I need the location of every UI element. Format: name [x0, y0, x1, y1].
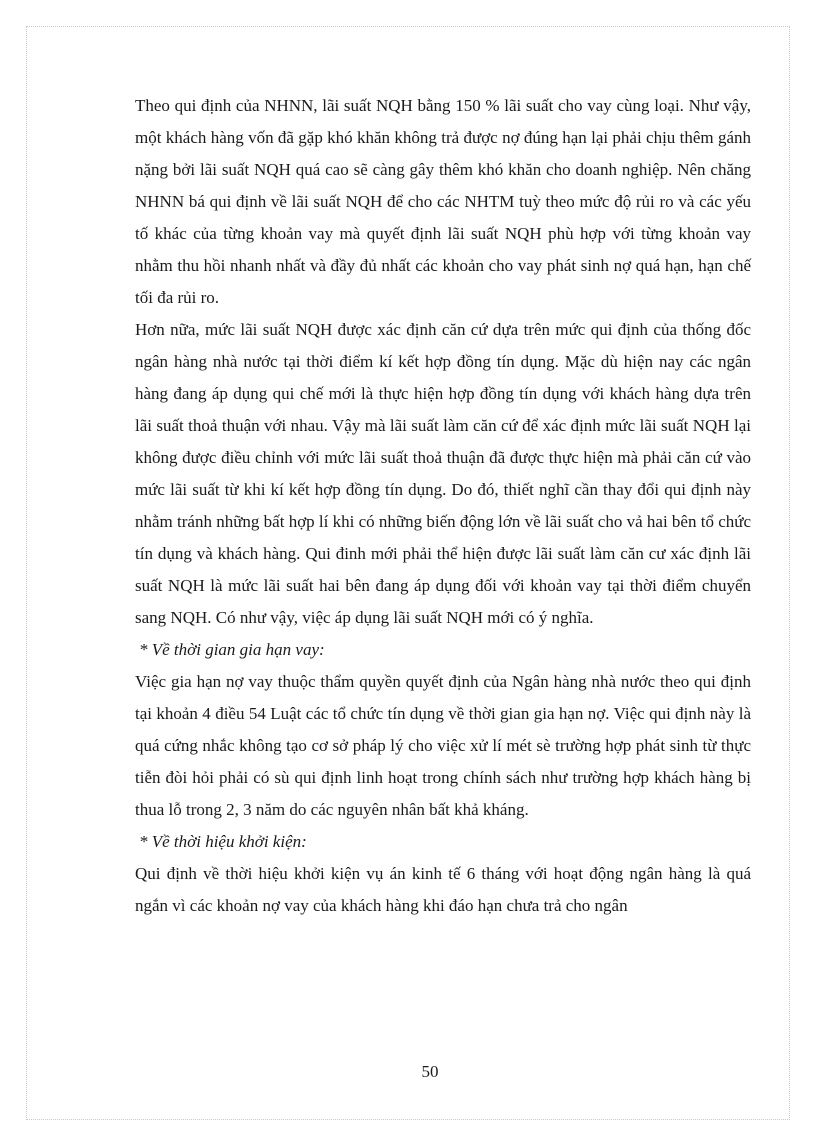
document-body: [135, 90, 751, 922]
section-heading-extension-period: * Về thời gian gia hạn vay:: [139, 640, 325, 659]
paragraph-2: Hơn nữa, mức lãi suất NQH được xác định căn cứ dựa trên mức qui định của thống đốc ngân hàng nhà nước tại thời điểm kí kết hợp đồng tín dụng. Mặc dù hiện nay các ngân hàng đang áp dụng qui chế mới là thực hiện hợp đồng tín dụng với khách hàng dựa trên lãi suất thoả thuận với nhau. Vậy mà lãi suất làm căn cứ để xác định mức lãi suất NQH lại không được điều chỉnh với mức lãi suất thoả thuận đã được thực hiện mà phải căn cứ vào mức lãi suất từ khi kí kết hợp đồng tín dụng. Do đó, thiết nghĩ cần thay đổi qui định này nhằm tránh những bất hợp lí khi có những biến động lớn về lãi suất cho vả hai bên tổ chức tín dụng và khách hàng. Qui đinh mới phải thể hiện được lãi suất làm căn cư xác định lãi suất NQH là mức lãi suất hai bên đang áp dụng đối với khoản vay tại thời điểm chuyển sang NQH. Có như vậy, việc áp dụng lãi suất NQH mới có ý nghĩa.: [135, 320, 751, 627]
paragraph-3: Việc gia hạn nợ vay thuộc thẩm quyền quyết định của Ngân hàng nhà nước theo qui định tại khoản 4 điều 54 Luật các tổ chức tín dụng về thời gian gia hạn nợ. Việc qui định này là quá cứng nhắc không tạo cơ sở pháp lý cho việc xử lí mét sè trường hợp phát sinh từ thực tiễn đòi hỏi phải có sù qui định linh hoạt trong chính sách như trường hợp khách hàng bị thua lỗ trong 2, 3 năm do các nguyên nhân bất khả kháng.: [135, 672, 751, 819]
paragraph-4: Qui định về thời hiệu khởi kiện vụ án kinh tế 6 tháng với hoạt động ngân hàng là quá ngắn vì các khoản nợ vay của khách hàng khi đáo hạn chưa trả cho ngân: [135, 864, 751, 915]
page-number: 50: [421, 1062, 439, 1081]
paragraph-1: Theo qui định của NHNN, lãi suất NQH bằng 150 % lãi suất cho vay cùng loại. Như vậy, một khách hàng vốn đã gặp khó khăn không trả được nợ đúng hạn lại phải chịu thêm gánh nặng bởi lãi suất NQH quá cao sẽ càng gây thêm khó khăn cho doanh nghiệp. Nên chăng NHNN bá qui định về lãi suất NQH để cho các NHTM tuỳ theo mức độ rủi ro và các yếu tố khác của từng khoản vay mà quyết định lãi suất NQH phù hợp với từng khoản vay nhằm thu hồi nhanh nhất và đầy đủ nhất các khoản cho vay phát sinh nợ quá hạn, hạn chế tối đa rủi ro.: [135, 96, 751, 307]
section-heading-statute-of-limitations: * Về thời hiệu khởi kiện:: [139, 832, 307, 851]
